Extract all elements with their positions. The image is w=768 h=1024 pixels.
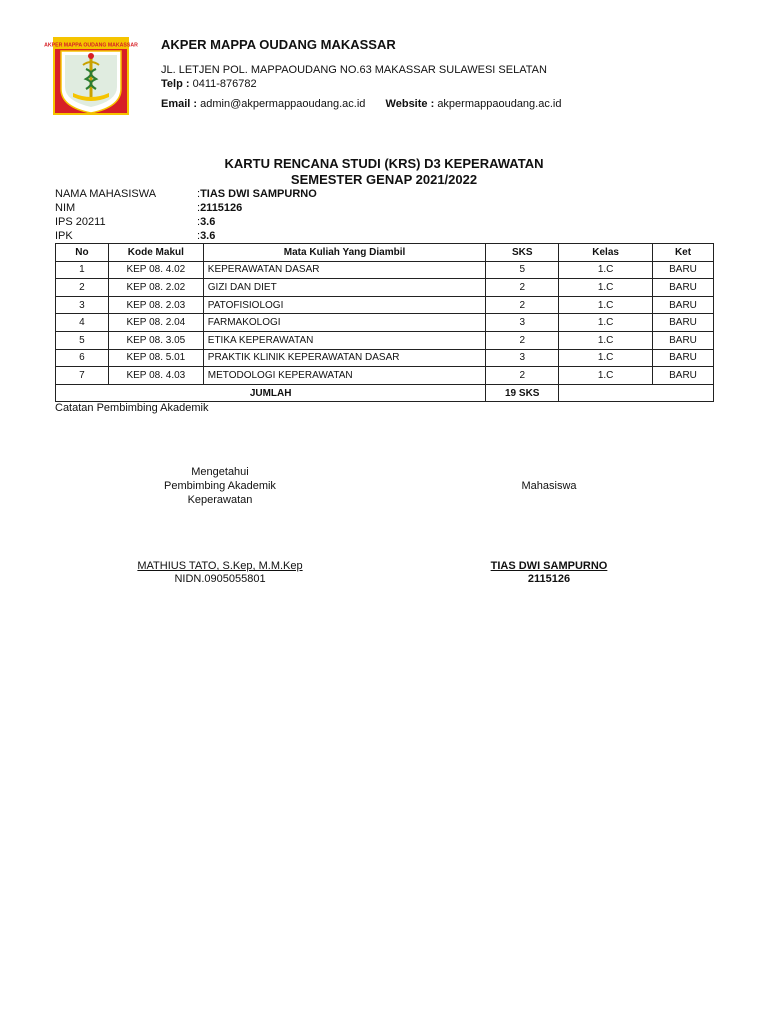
telp-value: 0411-876782 [192,78,257,90]
cell-no: 1 [56,261,109,279]
cell-kelas: 1.C [559,279,653,297]
website-label: Website : [385,98,435,110]
cell-ket: BARU [653,279,714,297]
cell-sks: 2 [486,279,559,297]
cell-kode: KEP 08. 2.04 [108,314,203,332]
cell-kelas: 1.C [559,314,653,332]
col-header-kode: Kode Makul [108,244,203,262]
institution-phone [161,78,257,90]
cell-mata-kuliah: KEPERAWATAN DASAR [203,261,486,279]
document-title: KARTU RENCANA STUDI (KRS) D3 KEPERAWATAN [224,156,544,171]
cell-mata-kuliah: FARMAKOLOGI [203,314,486,332]
document-subtitle: SEMESTER GENAP 2021/2022 [290,172,478,187]
table-row [56,261,714,279]
student-name-label: NAMA MAHASISWA [55,188,157,200]
cell-ket: BARU [653,261,714,279]
cell-sks: 3 [486,349,559,367]
student-ipk-label: IPK [55,230,73,242]
email-label: Email : [161,98,198,110]
cell-mata-kuliah: GIZI DAN DIET [203,279,486,297]
cell-sks: 3 [486,314,559,332]
email-value: admin@akpermappaoudang.ac.id [200,98,366,110]
cell-sks: 2 [486,296,559,314]
cell-mata-kuliah: ETIKA KEPERAWATAN [203,331,486,349]
sign-left-line2: Pembimbing Akademik [164,480,276,492]
cell-sks: 5 [486,261,559,279]
cell-no: 4 [56,314,109,332]
cell-kelas: 1.C [559,261,653,279]
table-row [56,367,714,385]
cell-kode: KEP 08. 2.03 [108,296,203,314]
cell-ket: BARU [653,349,714,367]
cell-kode: KEP 08. 4.02 [108,261,203,279]
col-header-mata-kuliah: Mata Kuliah Yang Diambil [203,244,486,262]
advisor-note-label: Catatan Pembimbing Akademik [55,402,209,414]
cell-no: 2 [56,279,109,297]
student-nim: 2115126 [200,202,243,214]
table-row [56,331,714,349]
advisor-nidn: NIDN.0905055801 [174,573,266,585]
cell-mata-kuliah: PATOFISIOLOGI [203,296,486,314]
table-row [56,296,714,314]
cell-no: 6 [56,349,109,367]
krs-table [55,243,714,402]
cell-ket: BARU [653,314,714,332]
student-name: TIAS DWI SAMPURNO [200,188,317,200]
student-ips-row: IPS 20211 :3.6 [55,216,216,228]
telp-label: Telp : [161,78,190,90]
cell-kode: KEP 08. 2.02 [108,279,203,297]
cell-no: 7 [56,367,109,385]
cell-sks: 2 [486,367,559,385]
institution-address: JL. LETJEN POL. MAPPAOUDANG NO.63 MAKASSAR SULAWESI SELATAN [161,64,547,76]
cell-sks: 2 [486,331,559,349]
total-empty [559,384,714,402]
student-ipk: 3.6 [200,230,216,242]
cell-ket: BARU [653,367,714,385]
student-ipk-row: IPK :3.6 [55,230,216,242]
student-nim-label: NIM [55,202,76,214]
cell-kelas: 1.C [559,349,653,367]
cell-kode: KEP 08. 4.03 [108,367,203,385]
cell-no: 3 [56,296,109,314]
total-label: JUMLAH [56,384,486,402]
student-name-row: NAMA MAHASISWA :TIAS DWI SAMPURNO [55,188,317,200]
table-row [56,314,714,332]
cell-ket: BARU [653,331,714,349]
student-nim-row: NIM :2115126 [55,202,243,214]
cell-kelas: 1.C [559,331,653,349]
sign-right-role: Mahasiswa [521,480,577,492]
institution-name: AKPER MAPPA OUDANG MAKASSAR [161,37,396,52]
cell-kode: KEP 08. 3.05 [108,331,203,349]
student-signature-name: TIAS DWI SAMPURNO [490,560,608,572]
total-sks: 19 SKS [486,384,559,402]
student-ips-label: IPS 20211 [55,216,106,228]
table-total-row [56,384,714,402]
institution-contact [161,98,561,110]
sign-left-line1: Mengetahui [191,466,249,478]
cell-no: 5 [56,331,109,349]
col-header-sks: SKS [486,244,559,262]
table-header-row [56,244,714,262]
institution-logo [44,37,138,115]
student-signature-nim: 2115126 [527,573,571,585]
col-header-kelas: Kelas [559,244,653,262]
cell-mata-kuliah: PRAKTIK KLINIK KEPERAWATAN DASAR [203,349,486,367]
col-header-ket: Ket [653,244,714,262]
cell-kode: KEP 08. 5.01 [108,349,203,367]
table-row [56,349,714,367]
advisor-name: MATHIUS TATO, S.Kep, M.M.Kep [137,560,303,572]
table-row [56,279,714,297]
sign-left-line3: Keperawatan [187,494,253,506]
cell-kelas: 1.C [559,367,653,385]
student-ips: 3.6 [200,216,216,228]
cell-kelas: 1.C [559,296,653,314]
website-value: akpermappaoudang.ac.id [437,98,562,110]
cell-ket: BARU [653,296,714,314]
svg-text:AKPER MAPPA OUDANG MAKASSAR: AKPER MAPPA OUDANG MAKASSAR [44,42,138,49]
cell-mata-kuliah: METODOLOGI KEPERAWATAN [203,367,486,385]
col-header-no: No [56,244,109,262]
